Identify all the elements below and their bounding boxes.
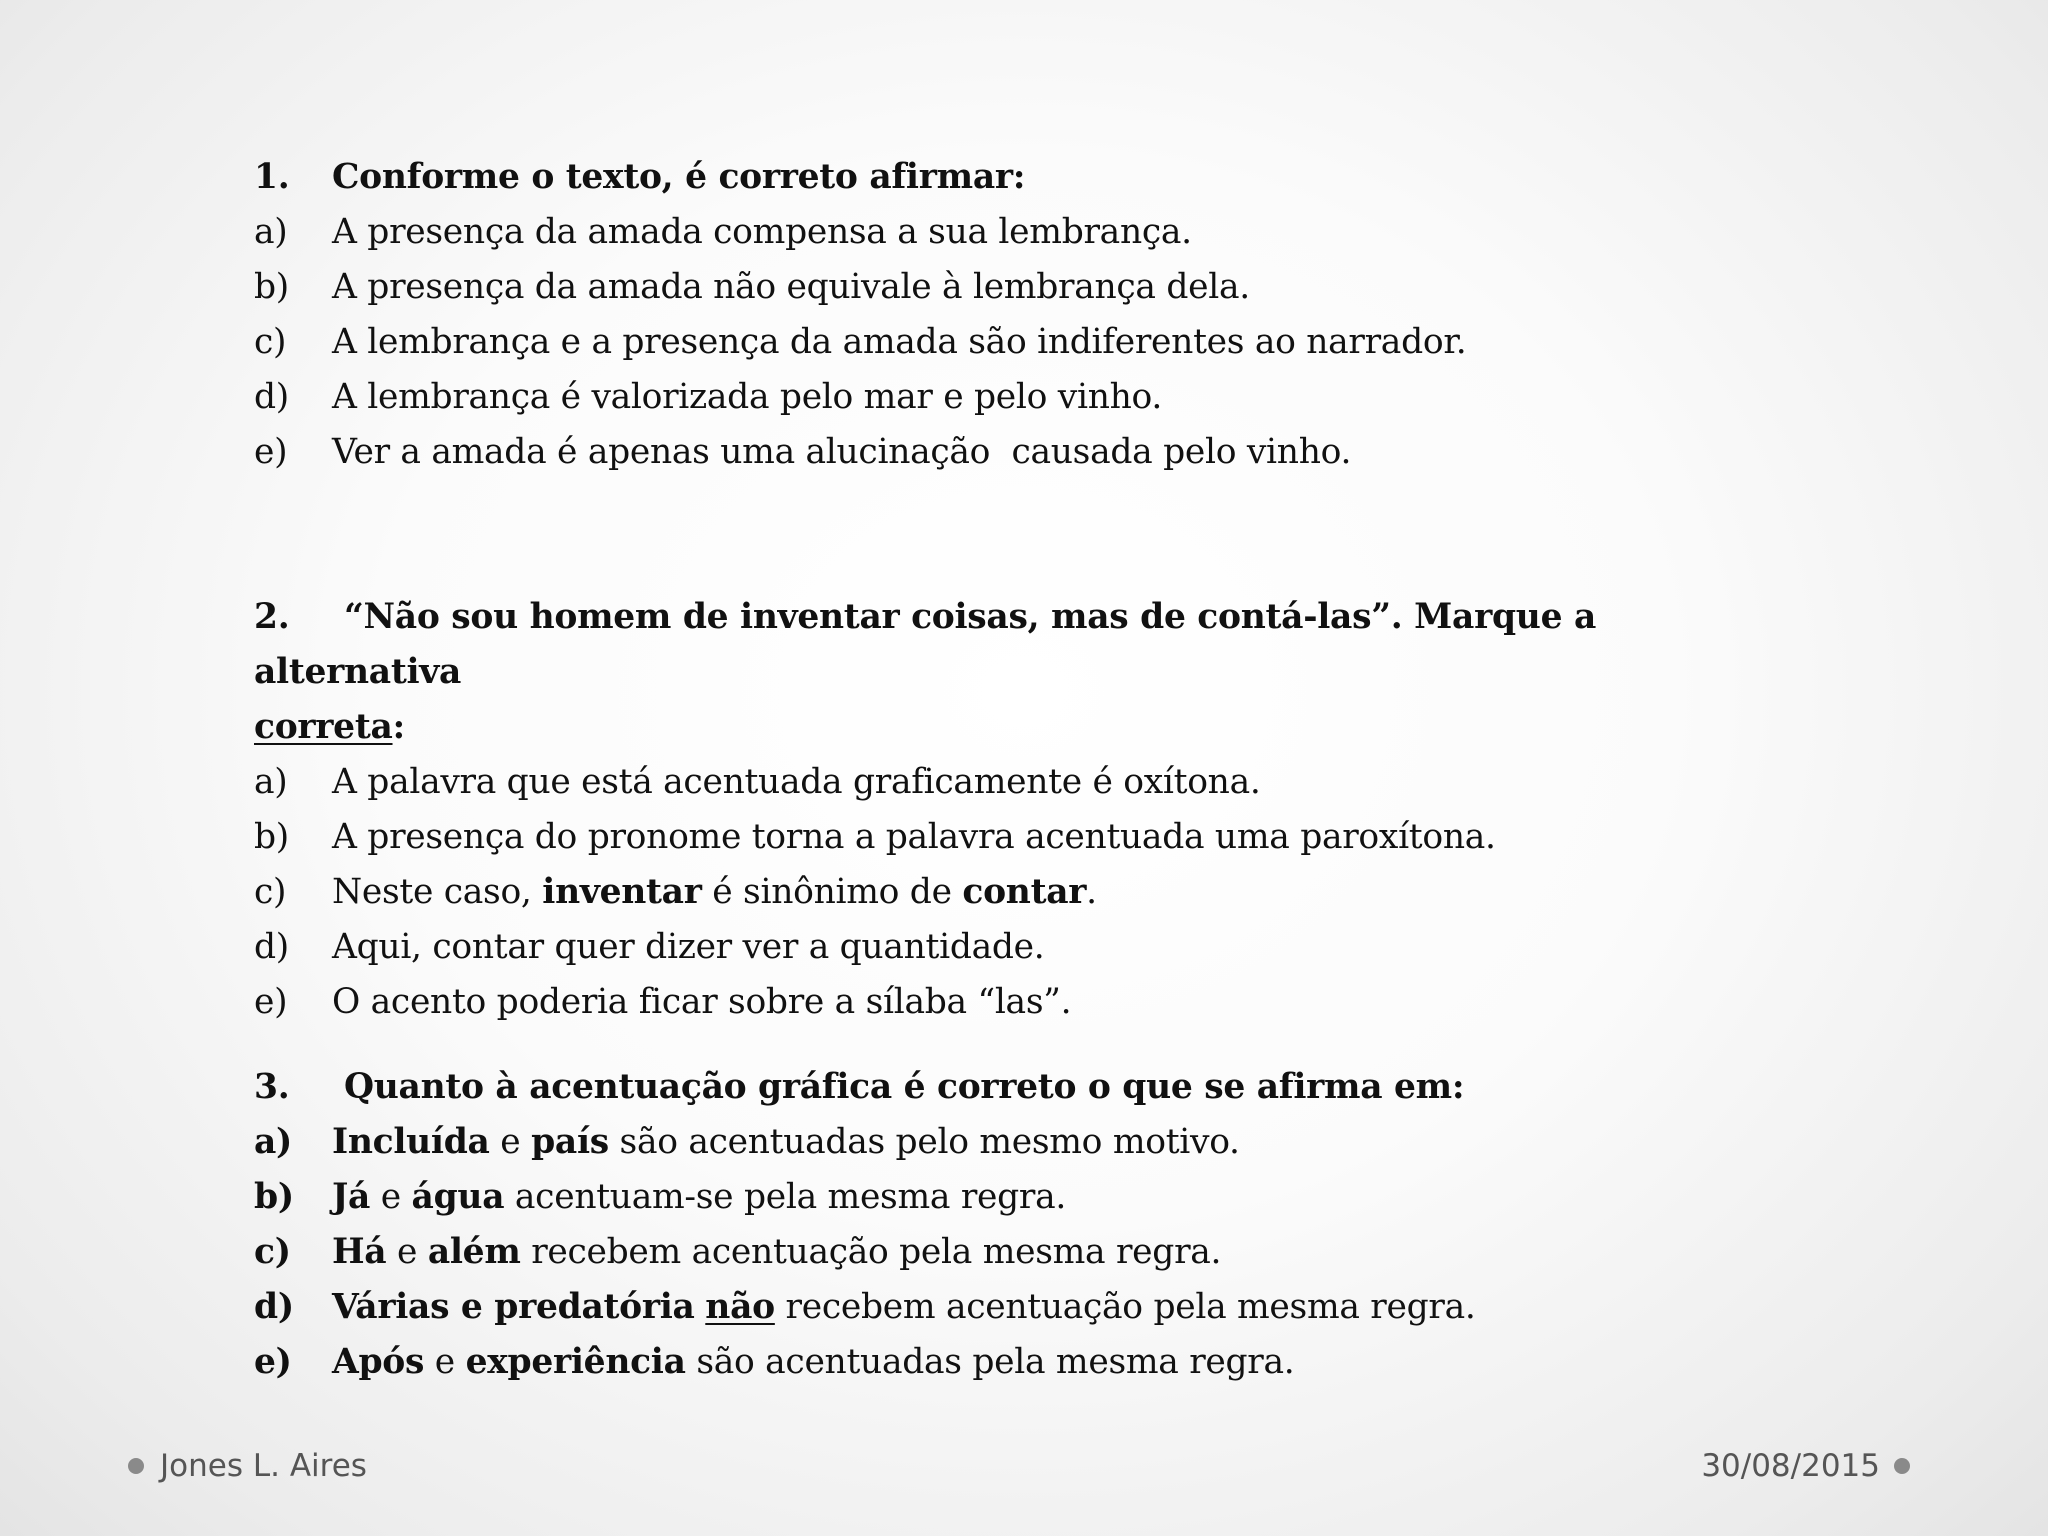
- footer-author: [128, 1444, 367, 1488]
- option-text-part: Neste caso,: [332, 872, 543, 912]
- option-text-bold: além: [427, 1232, 521, 1272]
- option-text-part: e: [386, 1232, 428, 1272]
- option-text-bold: Há: [332, 1232, 387, 1272]
- option-a: [254, 205, 1794, 260]
- option-c: [254, 315, 1794, 370]
- option-letter: b): [254, 267, 289, 307]
- question-heading: [254, 150, 1794, 205]
- option-e: [254, 975, 1794, 1030]
- option-letter: b): [254, 1177, 294, 1217]
- option-text: A lembrança é valorizada pelo mar e pelo vinho.: [332, 377, 1163, 417]
- option-d: [254, 1280, 1794, 1335]
- option-b: [254, 260, 1794, 315]
- option-b: [254, 1170, 1794, 1225]
- question-number: 3.: [254, 1067, 290, 1107]
- option-letter: c): [254, 1232, 291, 1272]
- option-text: O acento poderia ficar sobre a sílaba “las”.: [332, 982, 1072, 1022]
- spacer: [254, 1030, 1794, 1060]
- option-letter: e): [254, 982, 288, 1022]
- option-text-bold: Já: [332, 1177, 371, 1217]
- option-e: [254, 425, 1794, 480]
- option-b: [254, 810, 1794, 865]
- option-text: [332, 1170, 1066, 1225]
- option-text-bold: experiência: [465, 1342, 686, 1382]
- question-number: 2.: [254, 597, 290, 637]
- option-letter: a): [254, 1122, 293, 1162]
- option-text-part: [695, 1287, 706, 1327]
- question-number: 1.: [254, 157, 290, 197]
- option-text: A presença do pronome torna a palavra acentuada uma paroxítona.: [332, 817, 1496, 857]
- spacer: [254, 480, 1794, 590]
- option-d: [254, 370, 1794, 425]
- slide-body: [254, 150, 1794, 1390]
- question-1: [254, 150, 1794, 480]
- option-text-part: são acentuadas pelo mesmo motivo.: [608, 1122, 1240, 1162]
- option-letter: d): [254, 927, 289, 967]
- question-prompt: Conforme o texto, é correto afirmar:: [332, 157, 1026, 197]
- bullet-icon: [1894, 1458, 1910, 1474]
- option-text-part: e: [424, 1342, 466, 1382]
- bullet-icon: [128, 1458, 144, 1474]
- question-prompt: Quanto à acentuação gráfica é correto o que se afirma em:: [344, 1067, 1465, 1107]
- option-text-part: recebem acentuação pela mesma regra.: [520, 1232, 1222, 1272]
- option-text: Aqui, contar quer dizer ver a quantidade.: [332, 927, 1045, 967]
- option-text: A presença da amada compensa a sua lembrança.: [332, 212, 1192, 252]
- question-heading: [254, 590, 1794, 755]
- option-text: [332, 1115, 1240, 1170]
- option-a: [254, 755, 1794, 810]
- question-3: [254, 1060, 1794, 1390]
- option-text-bold-underlined: não: [705, 1287, 775, 1327]
- option-text: A presença da amada não equivale à lembrança dela.: [332, 267, 1250, 307]
- option-text: A lembrança e a presença da amada são indiferentes ao narrador.: [332, 322, 1467, 362]
- option-letter: d): [254, 377, 289, 417]
- option-text: [332, 1280, 1476, 1335]
- author-name: Jones L. Aires: [160, 1448, 367, 1484]
- option-letter: b): [254, 817, 289, 857]
- question-prompt-underlined: correta: [254, 707, 393, 747]
- option-text-bold: água: [411, 1177, 505, 1217]
- option-text-part: e: [489, 1122, 532, 1162]
- option-a: [254, 1115, 1794, 1170]
- option-text: Ver a amada é apenas uma alucinação causada pelo vinho.: [332, 432, 1352, 472]
- option-text-bold: contar: [962, 872, 1087, 912]
- option-text-part: acentuam-se pela mesma regra.: [504, 1177, 1067, 1217]
- option-text-part: e: [370, 1177, 412, 1217]
- option-e: [254, 1335, 1794, 1390]
- option-text: [332, 1225, 1221, 1280]
- option-text-bold: Várias e predatória: [332, 1287, 695, 1327]
- question-heading: [254, 1060, 1794, 1115]
- date-text: 30/08/2015: [1701, 1448, 1880, 1484]
- option-letter: a): [254, 212, 288, 252]
- option-text: [332, 865, 1097, 920]
- option-text-part: .: [1086, 872, 1097, 912]
- option-text-part: são acentuadas pela mesma regra.: [685, 1342, 1295, 1382]
- option-text: [332, 1335, 1294, 1390]
- option-text: A palavra que está acentuada graficamente é oxítona.: [332, 762, 1261, 802]
- question-prompt-end: :: [392, 707, 405, 747]
- question-2: [254, 590, 1794, 1030]
- option-text-bold: Incluída: [332, 1122, 490, 1162]
- option-letter: a): [254, 762, 288, 802]
- option-text-bold: inventar: [542, 872, 702, 912]
- option-letter: e): [254, 432, 288, 472]
- option-letter: c): [254, 872, 287, 912]
- option-letter: e): [254, 1342, 292, 1382]
- question-prompt: “Não sou homem de inventar coisas, mas de contá-las”. Marque a alternativa: [254, 597, 1597, 692]
- option-c: [254, 1225, 1794, 1280]
- option-letter: c): [254, 322, 287, 362]
- option-text-bold: país: [531, 1122, 609, 1162]
- option-d: [254, 920, 1794, 975]
- option-text-part: é sinônimo de: [701, 872, 963, 912]
- option-letter: d): [254, 1287, 294, 1327]
- footer-date: [1701, 1444, 1910, 1488]
- option-text-part: recebem acentuação pela mesma regra.: [774, 1287, 1476, 1327]
- option-text-bold: Após: [332, 1342, 425, 1382]
- option-c: [254, 865, 1794, 920]
